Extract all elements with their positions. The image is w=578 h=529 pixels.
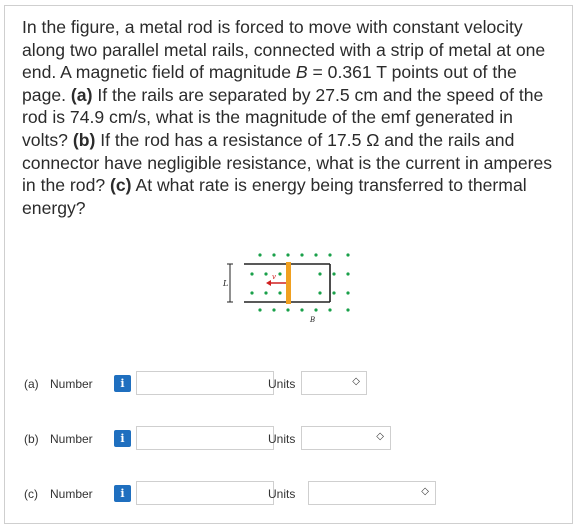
answer-part-label: (c) bbox=[24, 487, 38, 501]
select-chevron-icon: ◇ bbox=[352, 376, 360, 387]
units-label: Units bbox=[268, 377, 296, 391]
units-select-a[interactable] bbox=[301, 371, 367, 395]
number-input-a[interactable] bbox=[136, 371, 274, 395]
field-symbol: B bbox=[295, 62, 308, 83]
label-L: L bbox=[223, 279, 229, 288]
answer-row-a bbox=[24, 371, 444, 397]
units-select-b[interactable] bbox=[301, 426, 391, 450]
number-input-c[interactable] bbox=[136, 481, 274, 505]
rod-rails-figure bbox=[222, 246, 362, 326]
number-label: Number bbox=[50, 487, 93, 501]
label-B: B bbox=[310, 316, 316, 324]
problem-text bbox=[22, 16, 562, 219]
part-b-text: If the rod has a resistance of 17.5 Ω and the rails and connector have negligible resistance, what is the current in amperes in the rod? bbox=[22, 129, 553, 196]
units-label: Units bbox=[268, 432, 296, 446]
info-icon[interactable]: i bbox=[114, 430, 131, 447]
answer-row-c bbox=[24, 481, 464, 507]
number-label: Number bbox=[50, 432, 93, 446]
number-label: Number bbox=[50, 377, 93, 391]
answer-part-label: (a) bbox=[24, 377, 39, 391]
moving-rod bbox=[286, 262, 291, 304]
part-c-label: (c) bbox=[110, 175, 132, 196]
field-dots bbox=[250, 253, 349, 311]
part-c-text: At what rate is energy being transferred to thermal energy? bbox=[22, 175, 527, 218]
info-icon[interactable]: i bbox=[114, 375, 131, 392]
answer-row-b bbox=[24, 426, 444, 452]
units-select-c[interactable] bbox=[308, 481, 436, 505]
problem-intro: In the figure, a metal rod is forced to move with constant velocity along two parallel metal rails, connected with a strip of metal at one end. A magnetic field of magnitude bbox=[22, 17, 546, 83]
select-chevron-icon: ◇ bbox=[421, 486, 429, 497]
field-value: = 0.361 T points out of the page. bbox=[22, 62, 517, 105]
answer-part-label: (b) bbox=[24, 432, 39, 446]
part-b-label: (b) bbox=[72, 129, 96, 150]
velocity-arrowhead bbox=[266, 280, 271, 286]
number-input-b[interactable] bbox=[136, 426, 274, 450]
info-icon[interactable]: i bbox=[114, 485, 131, 502]
part-a-text: If the rails are separated by 27.5 cm and the speed of the rod is 74.9 cm/s, what is the magnitude of the emf generated in volts? bbox=[22, 84, 544, 150]
select-chevron-icon: ◇ bbox=[376, 431, 384, 442]
units-label: Units bbox=[268, 487, 296, 501]
part-a-label: (a) bbox=[70, 84, 93, 105]
label-v: v bbox=[272, 273, 276, 281]
